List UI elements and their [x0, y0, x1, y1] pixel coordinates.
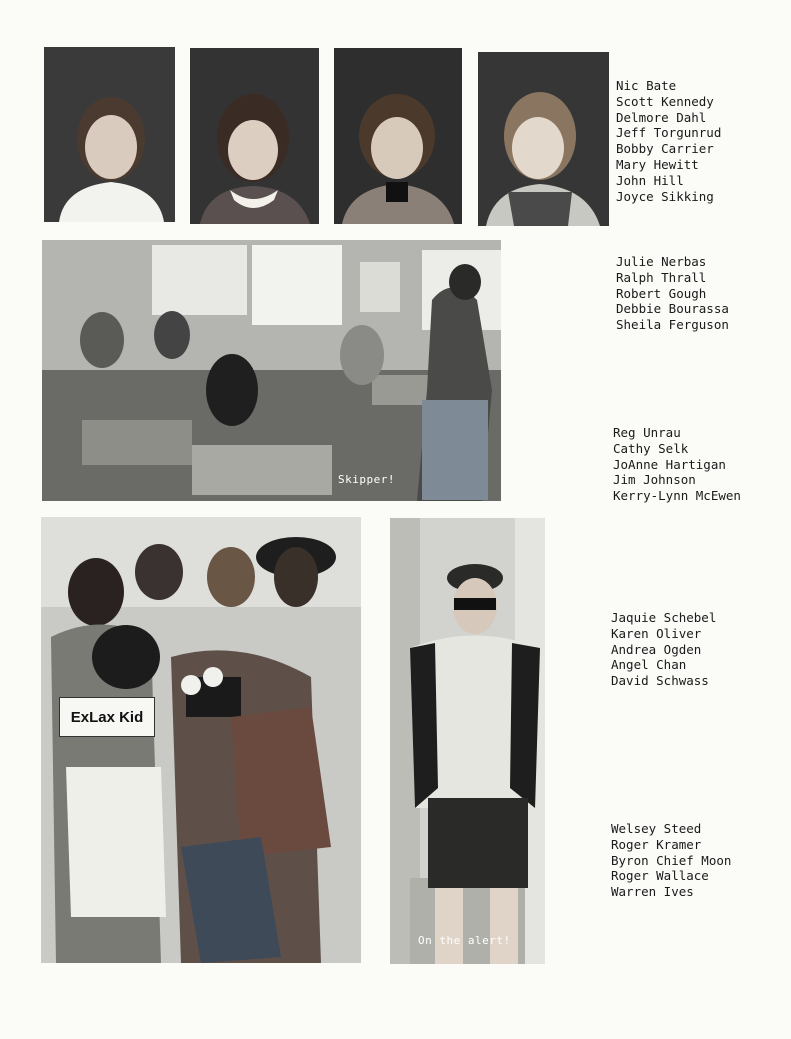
- portrait-figure-4: [478, 52, 609, 226]
- student-name: Joyce Sikking: [616, 188, 714, 204]
- classroom-photo: [42, 240, 501, 501]
- student-name: Andrea Ogden: [611, 641, 702, 657]
- portrait-figure-1: [44, 47, 175, 222]
- student-name: Byron Chief Moon: [611, 852, 732, 868]
- photo-caption: On the alert!: [418, 934, 511, 947]
- student-name: Angel Chan: [611, 657, 687, 673]
- portrait-photo-4: [478, 52, 609, 226]
- costume-scene: [41, 517, 361, 963]
- student-name: Jeff Torgunrud: [616, 125, 722, 141]
- name-list-costumes-2: [611, 821, 731, 900]
- student-name: Jaquie Schebel: [611, 610, 717, 625]
- student-name: Warren Ives: [611, 884, 694, 900]
- portrait-photo-2: [190, 48, 319, 224]
- hallway-scene: [390, 518, 545, 964]
- student-name: Delmore Dahl: [616, 109, 707, 125]
- student-name: Mary Hewitt: [616, 156, 699, 172]
- student-name: Debbie Bourassa: [616, 301, 729, 317]
- student-name: Ralph Thrall: [616, 269, 707, 285]
- student-name: Cathy Selk: [613, 440, 689, 456]
- student-name: Reg Unrau: [613, 425, 681, 440]
- student-name: David Schwass: [611, 673, 709, 689]
- student-name: Scott Kennedy: [616, 93, 714, 109]
- student-name: Jim Johnson: [613, 472, 696, 488]
- student-name: Kerry-Lynn McEwen: [613, 488, 741, 504]
- student-name: Julie Nerbas: [616, 254, 707, 269]
- portrait-photo-3: [334, 48, 462, 224]
- student-name: Karen Oliver: [611, 625, 702, 641]
- hallway-photo: [390, 518, 545, 964]
- student-name: Bobby Carrier: [616, 141, 714, 157]
- student-name: JoAnne Hartigan: [613, 456, 726, 472]
- costume-photo: [41, 517, 361, 963]
- portrait-figure-3: [334, 48, 462, 224]
- name-list-classroom-1: [616, 254, 729, 333]
- name-list-costumes-1: [611, 610, 716, 689]
- exlax-kid-sign: ExLax Kid: [59, 697, 155, 737]
- student-name: Nic Bate: [616, 78, 677, 93]
- classroom-scene: [42, 240, 501, 501]
- portrait-photo-1: [44, 47, 175, 222]
- student-name: Sheila Ferguson: [616, 317, 729, 333]
- photo-caption: Skipper!: [338, 473, 395, 486]
- student-name: Welsey Steed: [611, 821, 702, 836]
- student-name: Roger Wallace: [611, 868, 709, 884]
- student-name: John Hill: [616, 172, 684, 188]
- student-name: Roger Kramer: [611, 836, 702, 852]
- name-list-classroom-2: [613, 425, 741, 504]
- portrait-figure-2: [190, 48, 319, 224]
- name-list-portraits: [616, 78, 721, 204]
- student-name: Robert Gough: [616, 285, 707, 301]
